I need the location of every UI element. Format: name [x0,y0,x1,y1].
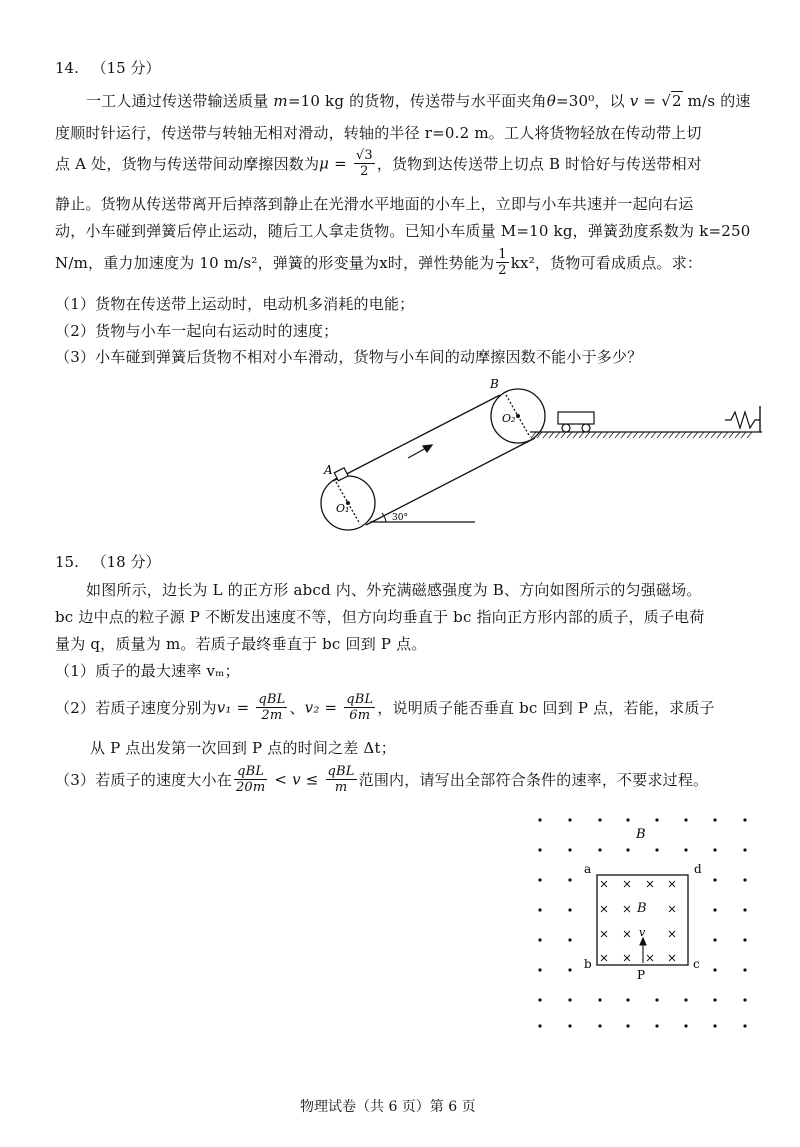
motion-arrow [408,445,432,458]
field-dot [598,818,601,821]
cart [558,412,594,432]
label-d-corner: d [694,862,702,876]
field-dot [743,938,746,941]
q14-line-2: 度顺时针运行，传送带与转轴无相对滑动，转轴的半径 r=0.2 m。工人将货物轻放在传动带上切 [55,124,702,142]
hatch-mark [615,432,620,438]
upper-bound-fraction: $\frac{\text{qBL}}{m}$ [327,764,355,795]
field-dot [684,848,687,851]
field-dot [538,818,541,821]
mu-fraction: $\frac{√3}{2}$ [355,148,373,179]
hatch-mark [603,432,608,438]
field-dot [626,998,629,1001]
q14-sub-1: （1）货物在传送带上运动时，电动机多消耗的电能； [55,295,415,313]
q15-sub-2: （2）若质子速度分别为v₁ = $\frac{\text{qBL}}{2m}$ 、v₂ = $\frac{\text{qBL}}{6m}$ ，说明质子能否垂直 bc 回到 P 点，若能，求质子 [55,692,715,723]
hatch-mark [657,432,662,438]
q15-line-1: 如图所示，边长为 L 的正方形 abcd 内、外充满磁感强度为 B、方向如图所示的匀强磁场。 [86,581,702,599]
hatch-mark [645,432,650,438]
field-dot [568,998,571,1001]
field-dot [538,878,541,881]
v2-fraction: $\frac{\text{qBL}}{6m}$ [346,692,374,723]
field-dot [684,998,687,1001]
field-dot [568,848,571,851]
q14-line-5: 动，小车碰到弹簧后停止运动，随后工人拿走货物。已知小车质量 M=10 kg，弹簧劲度系数为 k=250 [55,222,751,240]
field-dot [598,1024,601,1027]
floor-hatching [531,432,752,438]
field-dot [568,818,571,821]
field-dot [568,938,571,941]
lower-bound-fraction: $\frac{\text{qBL}}{20m}$ [235,764,266,795]
hatch-mark [711,432,716,438]
hatch-mark [597,432,602,438]
q14-line-1: 一工人通过传送带输送质量 m=10 kg 的货物，传送带与水平面夹角θ=30⁰，以 v = √2 m/s 的速 [86,92,751,110]
field-dot [743,818,746,821]
label-o1: O₁ [336,502,350,515]
cart-wheel-left [562,424,570,432]
hatch-mark [705,432,710,438]
label-a: A [324,463,333,477]
field-dot [655,848,658,851]
field-dot [713,878,716,881]
hatch-mark [561,432,566,438]
hatch-mark [639,432,644,438]
hatch-mark [555,432,560,438]
half-fraction: $\frac{1}{2}$ [498,247,507,278]
label-b-inside: B [637,901,647,916]
hatch-mark [723,432,728,438]
field-dot [538,848,541,851]
angle-label: 30° [392,513,408,523]
page-footer: 物理试卷（共 6 页）第 6 页 [300,1099,476,1115]
q15-sub-2-cont: 从 P 点出发第一次回到 P 点的时间之差 Δt； [90,739,396,757]
field-dot [713,848,716,851]
field-dot [655,998,658,1001]
hatch-mark [699,432,704,438]
conveyor-figure [300,370,780,540]
field-dot [684,818,687,821]
hatch-mark [609,432,614,438]
q14-line-3: 点 A 处，货物与传送带间动摩擦因数为μ = $\frac{√3}{2}$ ，货物到达传送带上切点 B 时恰好与传送带相对 [55,148,702,179]
q15-sub-1: （1）质子的最大速率 vₘ； [55,662,240,680]
hatch-mark [543,432,548,438]
hatch-mark [651,432,656,438]
q14-line-6: N/m，重力加速度为 10 m/s²，弹簧的形变量为x时，弹性势能为 $\frac{1}{2}$ kx²，货物可看成质点。求： [55,247,703,278]
field-dot [568,1024,571,1027]
hatch-mark [621,432,626,438]
field-dot [538,1024,541,1027]
field-dot [713,1024,716,1027]
field-dot [626,848,629,851]
field-dot [598,848,601,851]
label-c-corner: c [693,957,700,971]
q15-header [55,551,161,572]
field-dot [713,818,716,821]
magnetic-field-figure [520,808,770,1038]
hatch-mark [549,432,554,438]
field-dot [538,998,541,1001]
field-dot [684,1024,687,1027]
cart-body [558,412,594,424]
q14-number: 14. [55,59,79,77]
pulley-centre-o2 [516,414,520,418]
hatch-mark [573,432,578,438]
hatch-mark [675,432,680,438]
q14-sub-3: （3）小车碰到弹簧后货物不相对小车滑动，货物与小车间的动摩擦因数不能小于多少？ [55,348,643,366]
hatch-mark [717,432,722,438]
q14-line-4: 静止。货物从传送带离开后掉落到静止在光滑水平地面的小车上，立即与小车共速并一起向右运 [55,195,694,213]
field-dot [598,998,601,1001]
q15-line-3: 量为 q，质量为 m。若质子最终垂直于 bc 回到 P 点。 [55,635,427,653]
field-dot [538,968,541,971]
hatch-mark [747,432,752,438]
hatch-mark [579,432,584,438]
q14-sub-2: （2）货物与小车一起向右运动时的速度； [55,322,339,340]
hatch-mark [567,432,572,438]
label-p: P [637,968,646,982]
label-b: B [490,377,499,391]
hatch-mark [741,432,746,438]
label-v: v [639,926,646,939]
label-a-corner: a [584,862,592,876]
conveyor-belt [321,389,545,530]
field-dot [626,818,629,821]
hatch-mark [729,432,734,438]
field-dot [713,938,716,941]
hatch-mark [687,432,692,438]
field-dot [538,938,541,941]
field-dot [655,1024,658,1027]
hatch-mark [627,432,632,438]
field-dot [743,878,746,881]
q15-sub-3: （3）若质子的速度大小在 $\frac{\text{qBL}}{20m}$ < v ≤ $\frac{\text{qBL}}{m}$ 范围内，请写出全部符合条件的速率，不要求过程。 [55,764,709,795]
q14-header [55,57,161,78]
hatch-mark [663,432,668,438]
q15-line-2: bc 边中点的粒子源 P 不断发出速度不等，但方向均垂直于 bc 指向正方形内部的质子，质子电荷 [55,608,705,626]
hatch-mark [591,432,596,438]
field-dot [743,848,746,851]
field-dot [568,878,571,881]
field-dot [713,968,716,971]
field-dot [655,818,658,821]
label-o2: O₂ [502,412,516,425]
field-dot [713,998,716,1001]
field-dot [713,908,716,911]
field-dot [568,968,571,971]
sqrt-two: √2 [661,92,682,110]
cart-wheel-right [582,424,590,432]
hatch-mark [693,432,698,438]
hatch-mark [735,432,740,438]
label-b-corner: b [584,957,592,971]
field-dot [568,908,571,911]
hatch-mark [669,432,674,438]
spring [725,412,760,428]
q15-points: （18 分） [91,553,161,571]
belt-top [333,395,500,481]
field-dot [743,908,746,911]
field-dot [743,1024,746,1027]
field-dot [743,968,746,971]
v1-fraction: $\frac{\text{qBL}}{2m}$ [258,692,286,723]
hatch-mark [585,432,590,438]
hatch-mark [681,432,686,438]
label-b-outside: B [636,827,646,842]
q14-points: （15 分） [91,59,161,77]
q15-number: 15. [55,553,79,571]
field-dot [538,908,541,911]
hatch-mark [633,432,638,438]
field-dot [743,998,746,1001]
field-dot [626,1024,629,1027]
